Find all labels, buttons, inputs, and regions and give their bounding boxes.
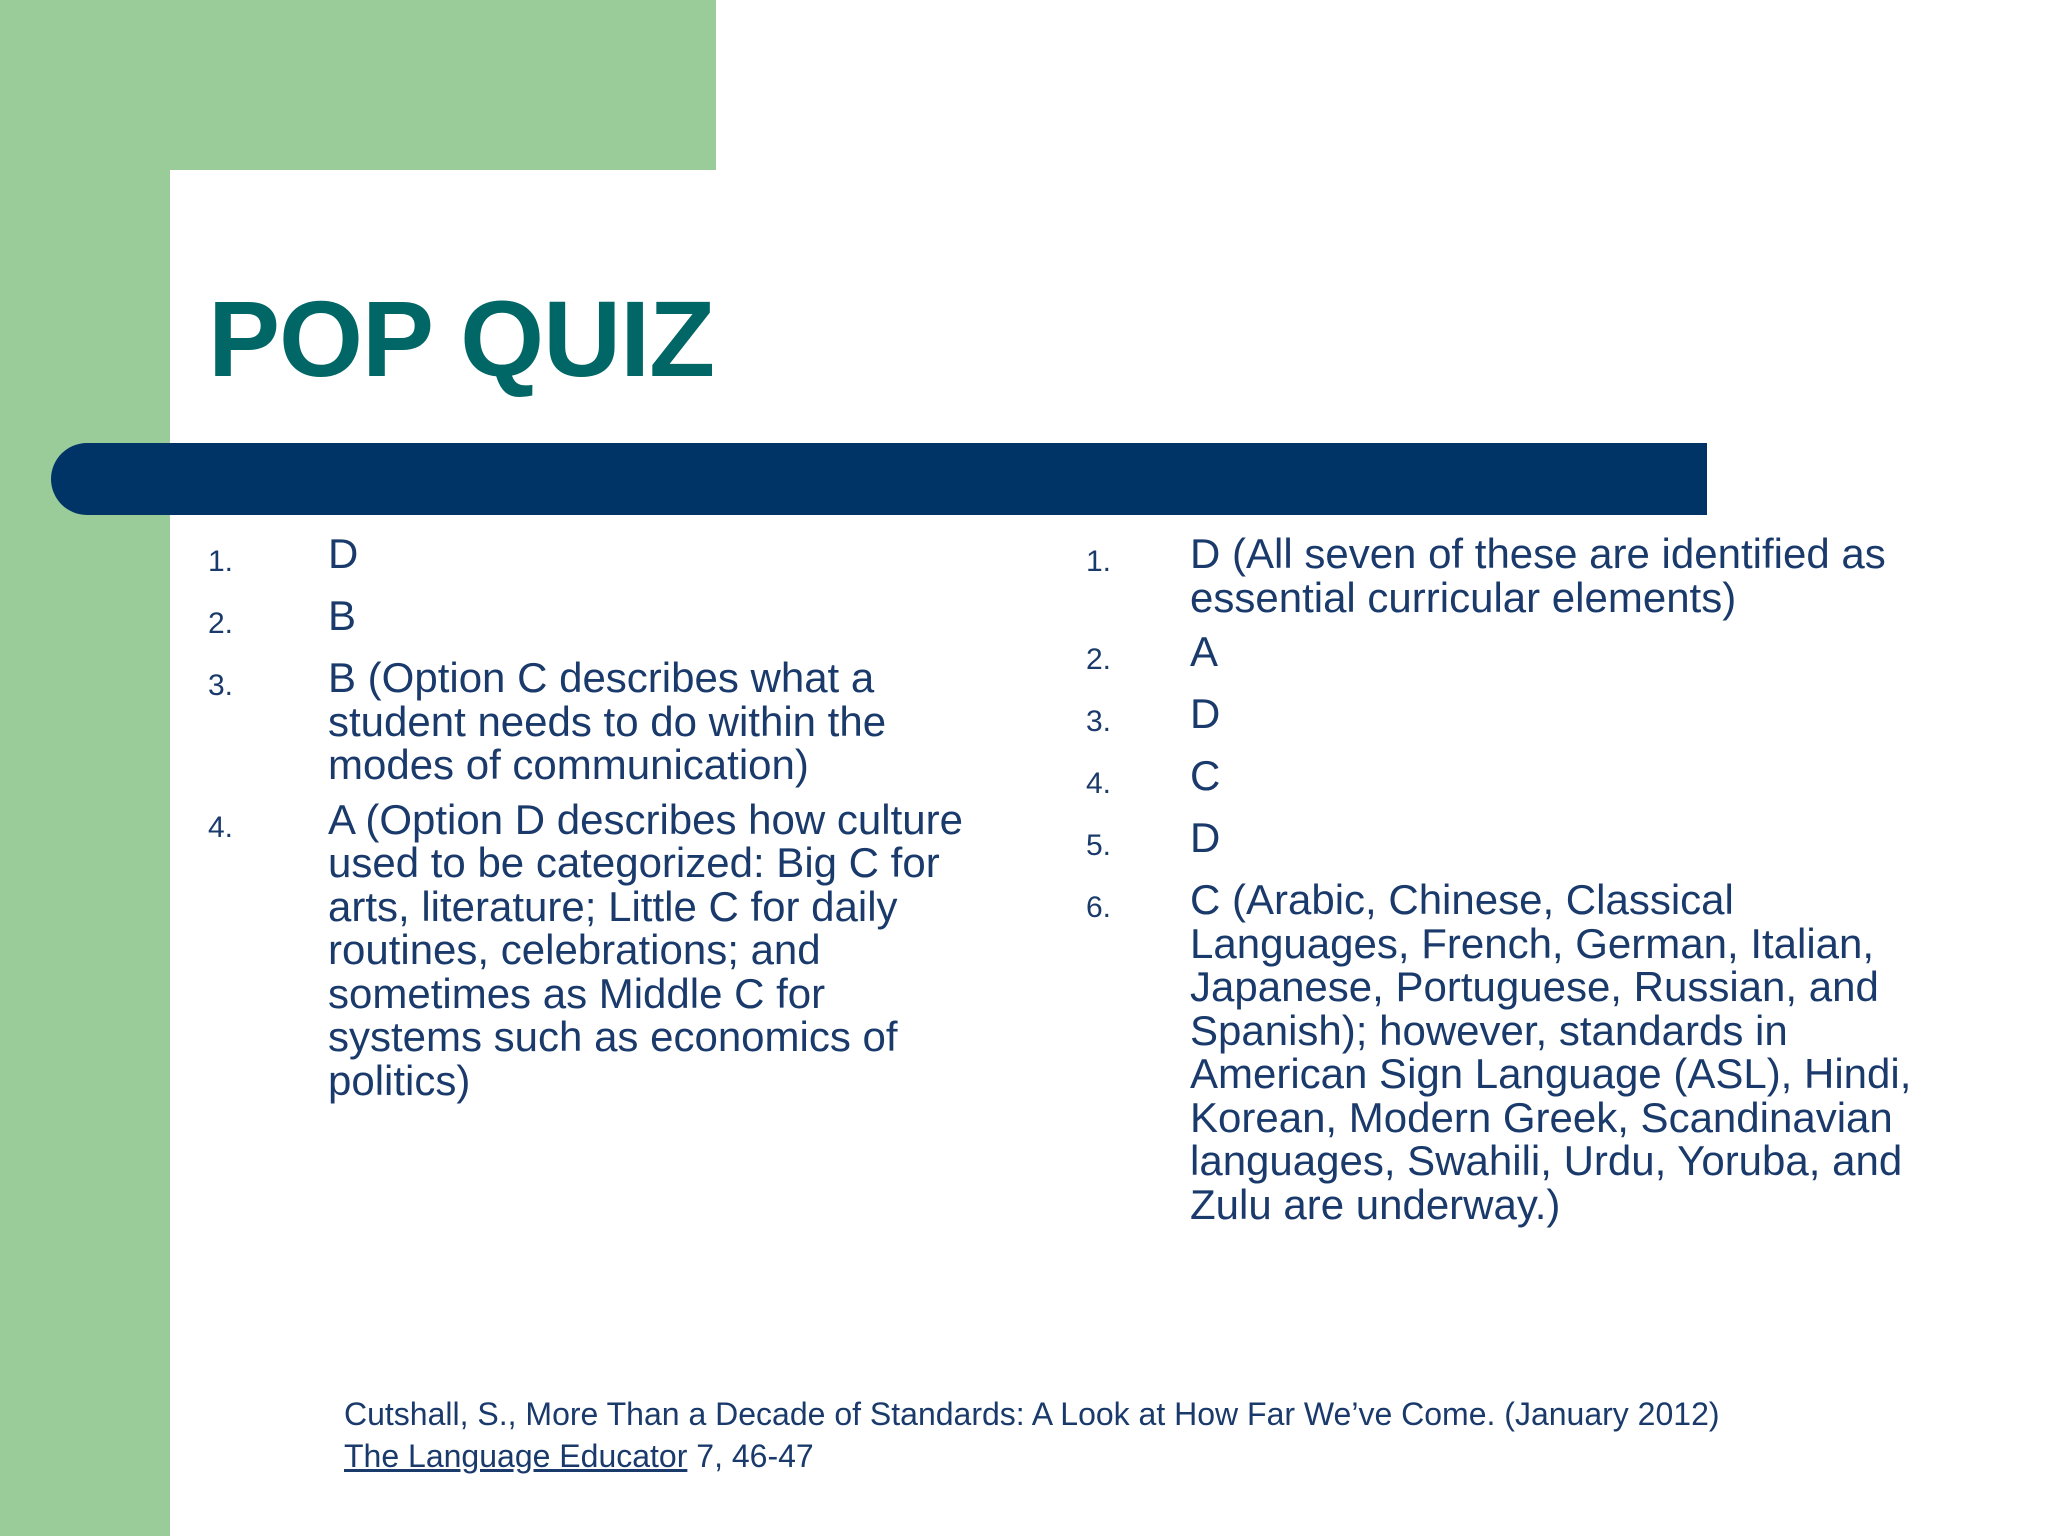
- citation-journal-line: [344, 1435, 1720, 1477]
- list-item: [1086, 532, 1936, 619]
- item-number: 5.: [1086, 829, 1112, 862]
- list-item: [1086, 878, 1936, 1226]
- item-number: 4.: [1086, 767, 1112, 800]
- item-answer: D: [328, 530, 359, 577]
- list-item: [1086, 754, 1936, 805]
- item-answer: A (Option D describes how culture used to be categorized: Big C for arts, literature; Little C for daily routines, celebrations; and sometimes as Middle C for systems such as economics of politics): [328, 795, 963, 1104]
- citation-pages: 7, 46-47: [687, 1438, 814, 1474]
- list-item: [1086, 816, 1936, 867]
- answers-right-column: [1086, 532, 1936, 1237]
- item-number: 2.: [1086, 643, 1112, 676]
- source-citation: [344, 1393, 1720, 1477]
- list-item: [208, 532, 978, 583]
- citation-line: Cutshall, S., More Than a Decade of Standards: A Look at How Far We’ve Come. (January 2012): [344, 1396, 1720, 1432]
- item-number: 6.: [1086, 891, 1112, 924]
- list-item: [208, 656, 978, 787]
- item-answer: A: [1190, 628, 1219, 675]
- item-answer: B (Option C describes what a student needs to do within the modes of communication): [328, 654, 887, 788]
- item-number: 1.: [1086, 545, 1112, 578]
- answers-left-column: [208, 532, 978, 1113]
- green-left-band: [0, 0, 170, 1536]
- green-top-block: [0, 0, 716, 170]
- item-answer: B: [328, 592, 357, 639]
- title-divider-bar: [51, 443, 1707, 515]
- item-number: 3.: [1086, 705, 1112, 738]
- citation-journal: The Language Educator: [344, 1438, 688, 1474]
- item-answer: D: [1190, 690, 1221, 737]
- list-item: [208, 594, 978, 645]
- item-number: 1.: [208, 545, 234, 578]
- item-answer: C: [1190, 752, 1221, 799]
- item-answer: C (Arabic, Chinese, Classical Languages, French, German, Italian, Japanese, Portuguese, Russian, and Spanish); however, standards in American Sign Language (ASL), Hindi, Korean, Modern Greek, Scandinavian languages, Swahili, Urdu, Yoruba, and Zulu are underway.): [1190, 876, 1912, 1228]
- list-item: [1086, 630, 1936, 681]
- list-item: [208, 795, 978, 1104]
- item-answer: D: [1190, 814, 1221, 861]
- list-item: [1086, 692, 1936, 743]
- item-answer: D (All seven of these are identified as essential curricular elements): [1190, 530, 1886, 621]
- item-number: 3.: [208, 669, 234, 702]
- slide-title: POP QUIZ: [208, 278, 715, 399]
- item-number: 4.: [208, 810, 234, 844]
- item-number: 2.: [208, 607, 234, 640]
